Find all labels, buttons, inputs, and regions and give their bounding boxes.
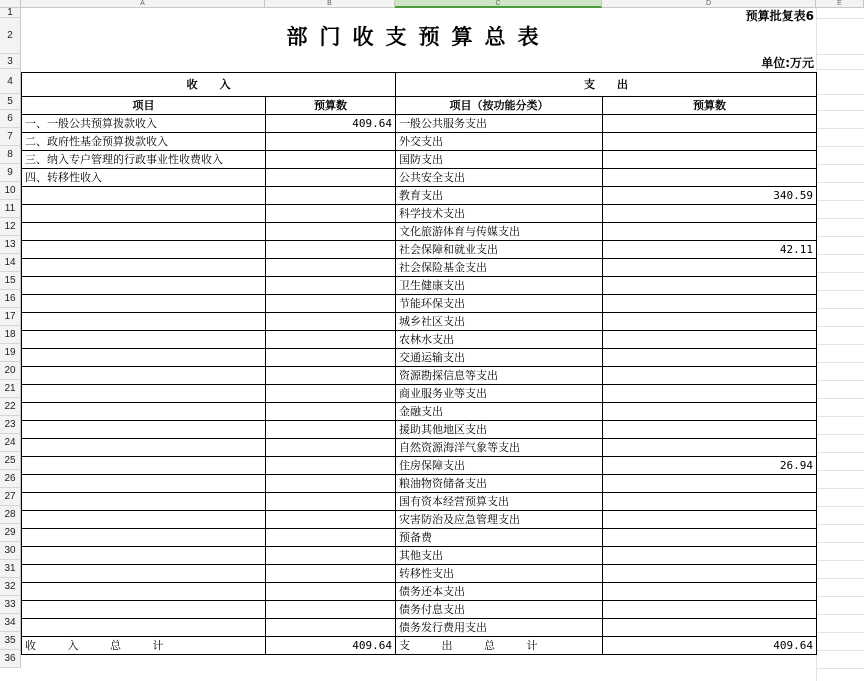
expense-amount-cell[interactable]: [603, 421, 817, 439]
row-header-23[interactable]: 23: [0, 416, 21, 434]
gridline: [816, 434, 864, 435]
income-item-cell[interactable]: [22, 187, 266, 205]
gridline: [816, 94, 864, 95]
expense-amount-cell[interactable]: [603, 547, 817, 565]
table-row: [22, 187, 817, 205]
income-item-cell[interactable]: [22, 313, 266, 331]
income-item-cell[interactable]: 二、政府性基金预算拨款收入: [22, 133, 266, 151]
row-header-12[interactable]: 12: [0, 218, 21, 236]
gridline: [816, 146, 864, 147]
income-amount-cell[interactable]: [266, 475, 396, 493]
row-header-1[interactable]: 1: [0, 8, 21, 18]
expense-amount-cell[interactable]: [603, 619, 817, 637]
expense-amount-cell[interactable]: [603, 529, 817, 547]
row-header-21[interactable]: 21: [0, 380, 21, 398]
row-header-3[interactable]: 3: [0, 54, 21, 69]
expense-amount-cell[interactable]: [603, 259, 817, 277]
row-header-5[interactable]: 5: [0, 94, 21, 110]
table-row: [22, 367, 817, 385]
table-row: [22, 421, 817, 439]
income-item-cell[interactable]: [22, 457, 266, 475]
income-amount-cell[interactable]: [266, 439, 396, 457]
row-header-13[interactable]: 13: [0, 236, 21, 254]
gridline: [816, 308, 864, 309]
income-item-cell[interactable]: [22, 421, 266, 439]
table-row: [22, 565, 817, 583]
expense-amount-cell[interactable]: 26.94: [603, 457, 817, 475]
row-header-10[interactable]: 10: [0, 182, 21, 200]
income-amount-cell[interactable]: [266, 457, 396, 475]
income-item-cell[interactable]: [22, 295, 266, 313]
table-row: [22, 511, 817, 529]
expense-item-cell[interactable]: 节能环保支出: [396, 295, 603, 313]
income-item-cell[interactable]: 四、转移性收入: [22, 169, 266, 187]
expense-item-cell[interactable]: 转移性支出: [396, 565, 603, 583]
table-row: [22, 457, 817, 475]
expense-item-cell[interactable]: 一般公共服务支出: [396, 115, 603, 133]
expense-item-cell[interactable]: 科学技术支出: [396, 205, 603, 223]
expense-section-header[interactable]: 支 出: [396, 73, 817, 97]
income-amount-cell[interactable]: [266, 151, 396, 169]
expense-amount-cell[interactable]: [603, 565, 817, 583]
expense-item-cell[interactable]: 卫生健康支出: [396, 277, 603, 295]
income-amount-cell[interactable]: [266, 493, 396, 511]
expense-item-cell[interactable]: 债务还本支出: [396, 583, 603, 601]
income-item-cell[interactable]: 三、纳入专户管理的行政事业性收费收入: [22, 151, 266, 169]
row-header-33[interactable]: 33: [0, 596, 21, 614]
income-item-cell[interactable]: [22, 223, 266, 241]
gridline: [816, 200, 864, 201]
expense-amount-cell[interactable]: 42.11: [603, 241, 817, 259]
income-item-cell[interactable]: [22, 241, 266, 259]
income-item-cell[interactable]: [22, 259, 266, 277]
gridline: [816, 236, 864, 237]
expense-item-cell[interactable]: 教育支出: [396, 187, 603, 205]
row-header-25[interactable]: 25: [0, 452, 21, 470]
table-row: [22, 547, 817, 565]
expense-amount-cell[interactable]: [603, 385, 817, 403]
unit-label: 单位:万元: [761, 56, 814, 70]
table-row: [22, 493, 817, 511]
row-header-24[interactable]: 24: [0, 434, 21, 452]
table-row: [22, 259, 817, 277]
table-row: [22, 115, 817, 133]
income-amount-cell[interactable]: [266, 583, 396, 601]
expense-item-cell[interactable]: 社会保障和就业支出: [396, 241, 603, 259]
row-header-19[interactable]: 19: [0, 344, 21, 362]
row-header-2[interactable]: 2: [0, 18, 21, 54]
income-item-header[interactable]: 项目: [22, 97, 266, 115]
expense-item-cell[interactable]: 预备费: [396, 529, 603, 547]
expense-item-cell[interactable]: 交通运输支出: [396, 349, 603, 367]
column-header-A[interactable]: A: [21, 0, 265, 8]
income-amount-cell[interactable]: [266, 349, 396, 367]
gridline: [816, 254, 864, 255]
income-item-cell[interactable]: [22, 493, 266, 511]
row-header-26[interactable]: 26: [0, 470, 21, 488]
income-amount-cell[interactable]: [266, 403, 396, 421]
row-header-6[interactable]: 6: [0, 110, 21, 128]
column-header-B[interactable]: B: [265, 0, 395, 8]
row-header-31[interactable]: 31: [0, 560, 21, 578]
gridline: [816, 632, 864, 633]
expense-item-cell[interactable]: 商业服务业等支出: [396, 385, 603, 403]
table-row: [22, 475, 817, 493]
table-row: [22, 403, 817, 421]
gridline: [816, 452, 864, 453]
table-row: [22, 169, 817, 187]
expense-amount-cell[interactable]: [603, 115, 817, 133]
income-amount-cell[interactable]: [266, 277, 396, 295]
expense-item-cell[interactable]: 其他支出: [396, 547, 603, 565]
gridline: [816, 18, 864, 19]
income-amount-cell[interactable]: [266, 619, 396, 637]
expense-item-cell[interactable]: 公共安全支出: [396, 169, 603, 187]
row-header-4[interactable]: 4: [0, 69, 21, 94]
row-header-7[interactable]: 7: [0, 128, 21, 146]
row-header-29[interactable]: 29: [0, 524, 21, 542]
table-row: [22, 529, 817, 547]
expense-amount-cell[interactable]: [603, 295, 817, 313]
expense-amount-cell[interactable]: [603, 601, 817, 619]
column-header-E[interactable]: E: [816, 0, 864, 8]
expense-amount-cell[interactable]: [603, 169, 817, 187]
expense-amount-cell[interactable]: [603, 277, 817, 295]
row-header-14[interactable]: 14: [0, 254, 21, 272]
table-row: [22, 241, 817, 259]
expense-amount-cell[interactable]: [603, 367, 817, 385]
income-section-header[interactable]: 收 入: [22, 73, 396, 97]
row-header-16[interactable]: 16: [0, 290, 21, 308]
gridline: [816, 362, 864, 363]
income-amount-cell[interactable]: [266, 367, 396, 385]
section-row: [22, 73, 817, 97]
gridline: [816, 110, 864, 111]
gridline: [816, 578, 864, 579]
expense-item-cell[interactable]: 债务发行费用支出: [396, 619, 603, 637]
table-row: [22, 133, 817, 151]
table-row: [22, 349, 817, 367]
expense-item-cell[interactable]: 国有资本经营预算支出: [396, 493, 603, 511]
gridline: [816, 470, 864, 471]
expense-amount-cell[interactable]: [603, 583, 817, 601]
expense-item-cell[interactable]: 自然资源海洋气象等支出: [396, 439, 603, 457]
gridline: [816, 488, 864, 489]
gridline: [816, 614, 864, 615]
expense-amount-cell[interactable]: [603, 205, 817, 223]
page-title: 部门收支预算总表: [286, 24, 551, 49]
gridline: [816, 182, 864, 183]
table-row: [22, 331, 817, 349]
row-header-32[interactable]: 32: [0, 578, 21, 596]
expense-item-cell[interactable]: 粮油物资储备支出: [396, 475, 603, 493]
expense-item-cell[interactable]: 农林水支出: [396, 331, 603, 349]
gridline: [816, 380, 864, 381]
expense-budget-header[interactable]: 预算数: [603, 97, 817, 115]
gridline: [816, 290, 864, 291]
expense-item-cell[interactable]: 外交支出: [396, 133, 603, 151]
table-row: [22, 439, 817, 457]
income-amount-cell[interactable]: [266, 241, 396, 259]
expense-item-cell[interactable]: 灾害防治及应急管理支出: [396, 511, 603, 529]
income-amount-cell[interactable]: [266, 169, 396, 187]
gridline: [816, 69, 864, 70]
gridline: [816, 54, 864, 55]
gridline: [816, 326, 864, 327]
expense-item-cell[interactable]: 社会保险基金支出: [396, 259, 603, 277]
expense-amount-cell[interactable]: [603, 313, 817, 331]
table-row: [22, 277, 817, 295]
income-item-cell[interactable]: [22, 511, 266, 529]
income-item-cell[interactable]: [22, 205, 266, 223]
income-item-cell[interactable]: [22, 439, 266, 457]
table-row: [22, 385, 817, 403]
gridline: [816, 668, 864, 669]
expense-item-cell[interactable]: 住房保障支出: [396, 457, 603, 475]
table-row: [22, 295, 817, 313]
income-item-cell[interactable]: 一、一般公共预算拨款收入: [22, 115, 266, 133]
income-amount-cell[interactable]: [266, 295, 396, 313]
expense-total-amount[interactable]: 409.64: [603, 637, 817, 655]
income-item-cell[interactable]: [22, 385, 266, 403]
expense-item-cell[interactable]: 城乡社区支出: [396, 313, 603, 331]
expense-amount-cell[interactable]: [603, 511, 817, 529]
table-row: [22, 313, 817, 331]
gridline: [816, 596, 864, 597]
row-header-20[interactable]: 20: [0, 362, 21, 380]
expense-amount-cell[interactable]: [603, 493, 817, 511]
table-row: [22, 619, 817, 637]
expense-amount-cell[interactable]: [603, 331, 817, 349]
income-item-cell[interactable]: [22, 349, 266, 367]
income-amount-cell[interactable]: 409.64: [266, 115, 396, 133]
row-header-9[interactable]: 9: [0, 164, 21, 182]
income-amount-cell[interactable]: [266, 331, 396, 349]
income-item-cell[interactable]: [22, 331, 266, 349]
expense-amount-cell[interactable]: [603, 349, 817, 367]
income-amount-cell[interactable]: [266, 511, 396, 529]
income-amount-cell[interactable]: [266, 187, 396, 205]
row-header-11[interactable]: 11: [0, 200, 21, 218]
expense-item-cell[interactable]: 资源勘探信息等支出: [396, 367, 603, 385]
expense-amount-cell[interactable]: [603, 223, 817, 241]
income-item-cell[interactable]: [22, 367, 266, 385]
gridline: [816, 344, 864, 345]
row-header-34[interactable]: 34: [0, 614, 21, 632]
gridline: [816, 164, 864, 165]
table-row: [22, 205, 817, 223]
expense-item-cell[interactable]: 文化旅游体育与传媒支出: [396, 223, 603, 241]
income-amount-cell[interactable]: [266, 133, 396, 151]
income-amount-cell[interactable]: [266, 223, 396, 241]
income-amount-cell[interactable]: [266, 205, 396, 223]
table-row: [22, 583, 817, 601]
row-header-35[interactable]: 35: [0, 632, 21, 650]
expense-item-header[interactable]: 项目（按功能分类）: [396, 97, 603, 115]
income-amount-cell[interactable]: [266, 547, 396, 565]
gridline: [816, 218, 864, 219]
income-amount-cell[interactable]: [266, 313, 396, 331]
row-header-17[interactable]: 17: [0, 308, 21, 326]
income-budget-header[interactable]: 预算数: [266, 97, 396, 115]
table-row: [22, 151, 817, 169]
row-header-8[interactable]: 8: [0, 146, 21, 164]
income-amount-cell[interactable]: [266, 529, 396, 547]
table-row: [22, 601, 817, 619]
gridline: [816, 650, 864, 651]
gridline: [816, 416, 864, 417]
income-item-cell[interactable]: [22, 547, 266, 565]
expense-amount-cell[interactable]: [603, 403, 817, 421]
income-item-cell[interactable]: [22, 277, 266, 295]
income-amount-cell[interactable]: [266, 385, 396, 403]
income-item-cell[interactable]: [22, 529, 266, 547]
row-header-15[interactable]: 15: [0, 272, 21, 290]
gridline: [816, 524, 864, 525]
income-item-cell[interactable]: [22, 583, 266, 601]
row-header-28[interactable]: 28: [0, 506, 21, 524]
expense-amount-cell[interactable]: 340.59: [603, 187, 817, 205]
expense-amount-cell[interactable]: [603, 439, 817, 457]
budget-table: [21, 72, 817, 655]
gridline: [816, 560, 864, 561]
column-header-D[interactable]: D: [602, 0, 816, 8]
expense-amount-cell[interactable]: [603, 151, 817, 169]
expense-item-cell[interactable]: 援助其他地区支出: [396, 421, 603, 439]
income-total-label[interactable]: 收 入 总 计: [22, 637, 266, 655]
income-total-amount[interactable]: 409.64: [266, 637, 396, 655]
expense-item-cell[interactable]: 国防支出: [396, 151, 603, 169]
row-header-36[interactable]: 36: [0, 650, 21, 668]
gridline: [816, 506, 864, 507]
row-header-30[interactable]: 30: [0, 542, 21, 560]
expense-amount-cell[interactable]: [603, 475, 817, 493]
gridline: [816, 398, 864, 399]
row-header-22[interactable]: 22: [0, 398, 21, 416]
income-item-cell[interactable]: [22, 601, 266, 619]
income-amount-cell[interactable]: [266, 259, 396, 277]
expense-total-label[interactable]: 支 出 总 计: [396, 637, 603, 655]
table-row: [22, 223, 817, 241]
gridline: [816, 542, 864, 543]
expense-item-cell[interactable]: 金融支出: [396, 403, 603, 421]
income-item-cell[interactable]: [22, 619, 266, 637]
income-amount-cell[interactable]: [266, 601, 396, 619]
income-amount-cell[interactable]: [266, 421, 396, 439]
column-header-C[interactable]: C: [395, 0, 602, 8]
row-header-18[interactable]: 18: [0, 326, 21, 344]
income-amount-cell[interactable]: [266, 565, 396, 583]
totals-row: [22, 637, 817, 655]
gridline: [816, 128, 864, 129]
income-item-cell[interactable]: [22, 403, 266, 421]
gridline: [816, 272, 864, 273]
expense-amount-cell[interactable]: [603, 133, 817, 151]
row-header-27[interactable]: 27: [0, 488, 21, 506]
income-item-cell[interactable]: [22, 475, 266, 493]
expense-item-cell[interactable]: 债务付息支出: [396, 601, 603, 619]
income-item-cell[interactable]: [22, 565, 266, 583]
form-code: 预算批复表6: [745, 9, 814, 23]
column-title-row: [22, 97, 817, 115]
